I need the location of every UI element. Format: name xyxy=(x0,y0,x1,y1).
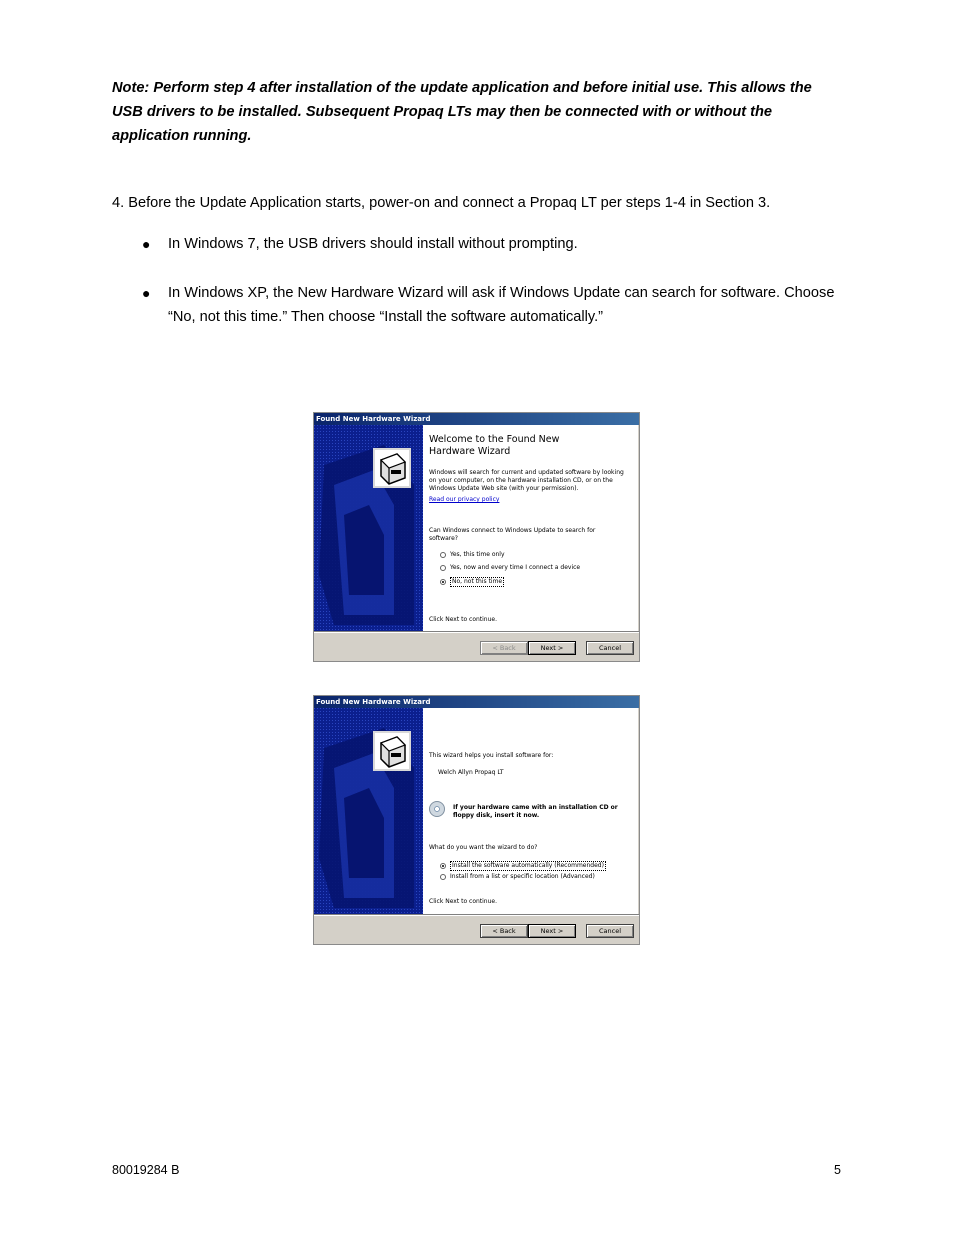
bullet-icon: ● xyxy=(142,285,151,301)
radio-install-automatically[interactable] xyxy=(440,861,606,871)
radio-label: Yes, now and every time I connect a device xyxy=(450,564,581,571)
bullet-text: In Windows XP, the New Hardware Wizard will ask if Windows Update can search for software. Choose “No, not this time.” Then choose “Install the software automatically.” xyxy=(168,285,835,325)
wizard-content xyxy=(423,425,638,631)
wizard-screenshot-1 xyxy=(313,412,640,662)
note-paragraph: Note: Perform step 4 after installation of the update application and before initial use. This allows the USB drivers to be installed. Subsequent Propaq LTs may then be connected with or without the application running. xyxy=(112,80,812,144)
wizard-screenshot-2 xyxy=(313,695,640,945)
wizard-question: What do you want the wizard to do? xyxy=(429,844,538,851)
radio-button[interactable] xyxy=(440,874,446,880)
bullet-text: In Windows 7, the USB drivers should install without prompting. xyxy=(168,236,578,252)
cd-note: If your hardware came with an installation CD or floppy disk, insert it now. xyxy=(453,804,618,819)
radio-button[interactable] xyxy=(440,565,446,571)
wizard-separator xyxy=(314,914,639,916)
wizard-footer-text: Click Next to continue. xyxy=(429,616,498,623)
device-name: Welch Allyn Propaq LT xyxy=(438,769,504,776)
document-number: 80019284 B xyxy=(112,1163,180,1177)
radio-label: Yes, this time only xyxy=(450,551,505,558)
wizard-title-bar: Found New Hardware Wizard xyxy=(314,696,639,708)
cancel-button[interactable]: Cancel xyxy=(586,924,634,938)
radio-label: No, not this time xyxy=(452,578,503,585)
radio-button[interactable] xyxy=(440,552,446,558)
cancel-button[interactable]: Cancel xyxy=(586,641,634,655)
radio-button-selected[interactable] xyxy=(440,579,446,585)
wizard-content xyxy=(423,708,638,914)
wizard-title-bar: Found New Hardware Wizard xyxy=(314,413,639,425)
wizard-separator xyxy=(314,631,639,633)
bullet-item-windows7 xyxy=(142,232,848,256)
radio-label: Install the software automatically (Recommended) xyxy=(452,862,604,869)
wizard-heading: Welcome to the Found New Hardware Wizard xyxy=(429,434,560,457)
bullet-icon: ● xyxy=(142,236,151,252)
radio-label: Install from a list or specific location (Advanced) xyxy=(450,873,595,880)
next-button[interactable]: Next > xyxy=(528,924,576,938)
back-button[interactable]: < Back xyxy=(480,641,528,655)
cd-icon xyxy=(429,801,445,817)
radio-yes-this-time[interactable] xyxy=(440,551,505,559)
privacy-policy-link[interactable]: Read our privacy policy xyxy=(429,496,500,503)
wizard-body-text: Windows will search for current and updated software by looking on your computer, on the hardware installation CD, or on the Windows Update Web site (with your permission). xyxy=(429,469,624,492)
hardware-icon xyxy=(373,731,411,771)
hardware-icon xyxy=(373,448,411,488)
wizard-side-panel xyxy=(314,425,423,631)
wizard-question: Can Windows connect to Windows Update to search for software? xyxy=(429,527,596,542)
back-button[interactable]: < Back xyxy=(480,924,528,938)
next-button[interactable]: Next > xyxy=(528,641,576,655)
step-4-text: 4. Before the Update Application starts, power-on and connect a Propaq LT per steps 1-4 in Section 3. xyxy=(112,195,771,211)
radio-button-selected[interactable] xyxy=(440,863,446,869)
wizard-intro-text: This wizard helps you install software for: xyxy=(429,752,554,759)
wizard-side-panel xyxy=(314,708,423,914)
wizard-footer-text: Click Next to continue. xyxy=(429,898,498,905)
radio-install-from-list[interactable] xyxy=(440,873,595,881)
page-number: 5 xyxy=(834,1163,841,1177)
bullet-item-windowsxp xyxy=(142,281,848,329)
radio-yes-every-time[interactable] xyxy=(440,564,580,572)
radio-no-not-this-time[interactable] xyxy=(440,577,504,587)
